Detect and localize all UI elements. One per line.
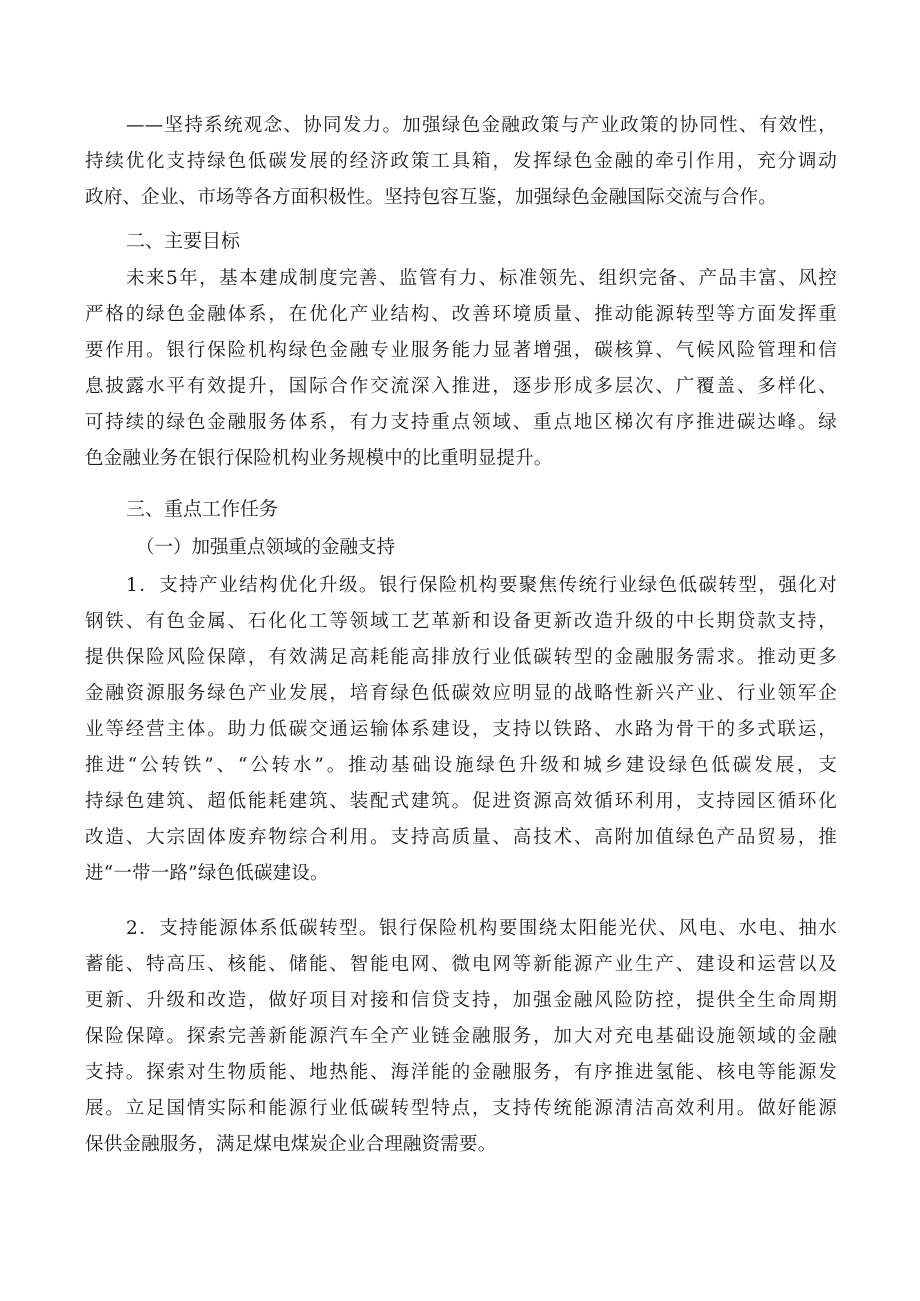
text-line: 持绿色建筑、超低能耗建筑、装配式建筑。促进资源高效循环利用，支持园区循环化 bbox=[85, 791, 837, 812]
text-line: 钢铁、有色金属、石化化工等领域工艺革新和设备更新改造升级的中长期贷款支持， bbox=[85, 611, 837, 632]
text-line: 2．支持能源体系低碳转型。银行保险机构要围绕太阳能光伏、风电、水电、抽水 bbox=[126, 918, 837, 939]
text-line: 息披露水平有效提升，国际合作交流深入推进，逐步形成多层次、广覆盖、多样化、 bbox=[85, 376, 837, 397]
text-line: ——坚持系统观念、协同发力。加强绿色金融政策与产业政策的协同性、有效性， bbox=[126, 115, 837, 136]
paragraph-item-1 bbox=[85, 568, 837, 892]
text-line: 要作用。银行保险机构绿色金融专业服务能力显著增强，碳核算、气候风险管理和信 bbox=[85, 340, 837, 361]
text-line: 可持续的绿色金融服务体系，有力支持重点领域、重点地区梯次有序推进碳达峰。绿 bbox=[85, 412, 837, 433]
text-line: 严格的绿色金融体系，在优化产业结构、改善环境质量、推动能源转型等方面发挥重 bbox=[85, 304, 837, 325]
text-line: 蓄能、特高压、核能、储能、智能电网、微电网等新能源产业生产、建设和运营以及 bbox=[85, 954, 837, 975]
subsection-heading-key-areas: （一）加强重点领域的金融支持 bbox=[136, 537, 396, 558]
text-line: 改造、大宗固体废弃物综合利用。支持高质量、高技术、高附加值绿色产品贸易，推 bbox=[85, 827, 837, 848]
text-line: 支持。探索对生物质能、地热能、海洋能的金融服务，有序推进氢能、核电等能源发 bbox=[85, 1062, 837, 1083]
text-line: 未来5年，基本建成制度完善、监管有力、标准领先、组织完备、产品丰富、风控 bbox=[126, 268, 837, 289]
text-line: 持续优化支持绿色低碳发展的经济政策工具箱，发挥绿色金融的牵引作用，充分调动 bbox=[85, 151, 837, 172]
text-line: 提供保险风险保障，有效满足高耗能高排放行业低碳转型的金融服务需求。推动更多 bbox=[85, 647, 837, 668]
paragraph-goals bbox=[85, 261, 837, 477]
text-line: 业等经营主体。助力低碳交通运输体系建设，支持以铁路、水路为骨干的多式联运， bbox=[85, 719, 837, 740]
paragraph-principle bbox=[85, 108, 837, 216]
section-heading-key-tasks: 三、重点工作任务 bbox=[126, 498, 279, 520]
text-line: 政府、企业、市场等各方面积极性。坚持包容互鉴，加强绿色金融国际交流与合作。 bbox=[85, 187, 777, 208]
text-line: 保险保障。探索完善新能源汽车全产业链金融服务，加大对充电基础设施领域的金融 bbox=[85, 1026, 837, 1047]
text-line: 展。立足国情实际和能源行业低碳转型特点，支持传统能源清洁高效利用。做好能源 bbox=[85, 1098, 837, 1119]
text-line: 1．支持产业结构优化升级。银行保险机构要聚焦传统行业绿色低碳转型，强化对 bbox=[126, 575, 837, 596]
text-line: 更新、升级和改造，做好项目对接和信贷支持，加强金融风险防控，提供全生命周期 bbox=[85, 990, 837, 1011]
text-line: 进“一带一路”绿色低碳建设。 bbox=[85, 863, 329, 884]
text-line: 推进“公转铁”、“公转水”。推动基础设施绿色升级和城乡建设绿色低碳发展，支 bbox=[85, 755, 837, 776]
paragraph-item-2 bbox=[85, 911, 837, 1163]
text-line: 金融资源服务绿色产业发展，培育绿色低碳效应明显的战略性新兴产业、行业领军企 bbox=[85, 683, 837, 704]
text-line: 保供金融服务，满足煤电煤炭企业合理融资需要。 bbox=[85, 1134, 497, 1155]
section-heading-main-goals: 二、主要目标 bbox=[126, 230, 241, 252]
text-line: 色金融业务在银行保险机构业务规模中的比重明显提升。 bbox=[85, 448, 553, 469]
